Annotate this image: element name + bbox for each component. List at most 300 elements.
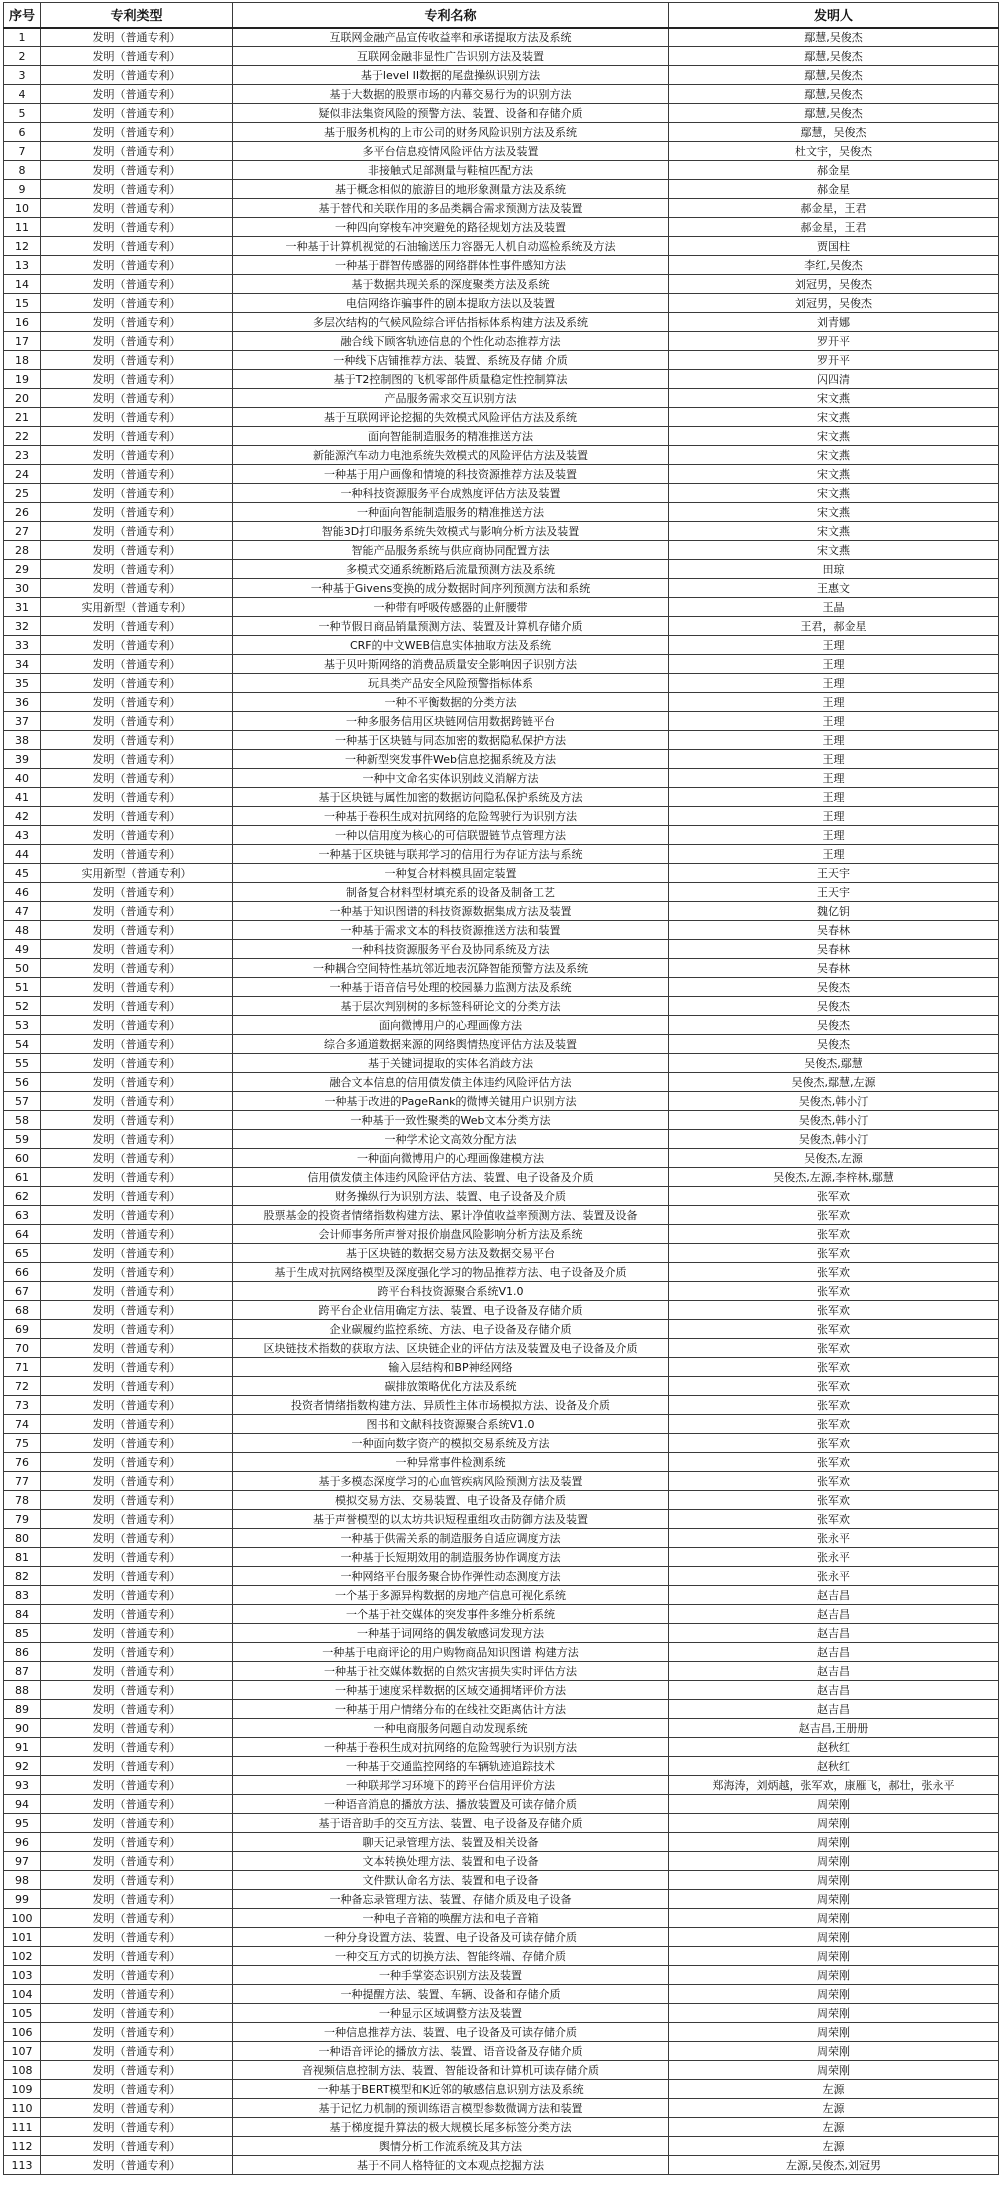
cell-name: 一个基于社交媒体的突发事件多维分析系统 <box>233 1605 669 1624</box>
cell-type: 发明（普通专利） <box>41 1510 233 1529</box>
cell-type: 发明（普通专利） <box>41 161 233 180</box>
cell-name: 一种基于一致性聚类的Web文本分类方法 <box>233 1111 669 1130</box>
cell-no: 94 <box>4 1795 41 1814</box>
cell-no: 14 <box>4 275 41 294</box>
cell-name: 一种网络平台服务聚合协作弹性动态测度方法 <box>233 1567 669 1586</box>
cell-type: 发明（普通专利） <box>41 1130 233 1149</box>
cell-name: 疑似非法集资风险的预警方法、装置、设备和存储介质 <box>233 104 669 123</box>
cell-name: 一种基于区块链与联邦学习的信用行为存证方法与系统 <box>233 845 669 864</box>
table-row <box>4 1016 999 1035</box>
cell-type: 发明（普通专利） <box>41 1168 233 1187</box>
cell-inventor: 吴俊杰,韩小汀 <box>669 1130 999 1149</box>
table-row <box>4 1529 999 1548</box>
cell-type: 发明（普通专利） <box>41 1681 233 1700</box>
cell-no: 23 <box>4 446 41 465</box>
cell-no: 54 <box>4 1035 41 1054</box>
cell-type: 发明（普通专利） <box>41 1814 233 1833</box>
table-row <box>4 2080 999 2099</box>
cell-no: 46 <box>4 883 41 902</box>
cell-no: 76 <box>4 1453 41 1472</box>
table-row <box>4 1586 999 1605</box>
table-row <box>4 712 999 731</box>
table-row <box>4 1852 999 1871</box>
cell-no: 84 <box>4 1605 41 1624</box>
cell-no: 30 <box>4 579 41 598</box>
cell-type: 发明（普通专利） <box>41 2004 233 2023</box>
cell-no: 67 <box>4 1282 41 1301</box>
cell-no: 89 <box>4 1700 41 1719</box>
cell-inventor: 左源 <box>669 2080 999 2099</box>
cell-name: 一种提醒方法、装置、车辆、设备和存储介质 <box>233 1985 669 2004</box>
cell-no: 31 <box>4 598 41 617</box>
table-row <box>4 617 999 636</box>
cell-type: 发明（普通专利） <box>41 1643 233 1662</box>
cell-no: 106 <box>4 2023 41 2042</box>
table-row <box>4 1757 999 1776</box>
cell-no: 49 <box>4 940 41 959</box>
cell-inventor: 左源 <box>669 2137 999 2156</box>
cell-type: 发明（普通专利） <box>41 1586 233 1605</box>
table-row <box>4 1719 999 1738</box>
cell-no: 50 <box>4 959 41 978</box>
cell-no: 112 <box>4 2137 41 2156</box>
cell-name: 一种基于Givens变换的成分数据时间序列预测方法和系统 <box>233 579 669 598</box>
cell-name: 一种不平衡数据的分类方法 <box>233 693 669 712</box>
cell-inventor: 周荣刚 <box>669 1871 999 1890</box>
cell-type: 发明（普通专利） <box>41 1776 233 1795</box>
cell-name: 产品服务需求交互识别方法 <box>233 389 669 408</box>
cell-inventor: 宋文燕 <box>669 503 999 522</box>
cell-name: 一种基于词网络的偶发敏感词发现方法 <box>233 1624 669 1643</box>
cell-name: 一种基于供需关系的制造服务自适应调度方法 <box>233 1529 669 1548</box>
cell-name: CRF的中文WEB信息实体抽取方法及系统 <box>233 636 669 655</box>
cell-no: 1 <box>4 28 41 47</box>
cell-no: 7 <box>4 142 41 161</box>
cell-name: 基于生成对抗网络模型及深度强化学习的物品推荐方法、电子设备及介质 <box>233 1263 669 1282</box>
cell-inventor: 吴俊杰 <box>669 997 999 1016</box>
cell-name: 基于数据共现关系的深度聚类方法及系统 <box>233 275 669 294</box>
cell-type: 发明（普通专利） <box>41 389 233 408</box>
cell-inventor: 鄢慧,吴俊杰 <box>669 66 999 85</box>
cell-no: 43 <box>4 826 41 845</box>
cell-type: 发明（普通专利） <box>41 218 233 237</box>
table-row <box>4 275 999 294</box>
cell-no: 34 <box>4 655 41 674</box>
cell-type: 发明（普通专利） <box>41 1301 233 1320</box>
cell-inventor: 宋文燕 <box>669 541 999 560</box>
cell-inventor: 吴俊杰 <box>669 978 999 997</box>
cell-inventor: 张军欢 <box>669 1339 999 1358</box>
cell-inventor: 宋文燕 <box>669 484 999 503</box>
table-row <box>4 66 999 85</box>
cell-name: 一种基于群智传感器的网络群体性事件感知方法 <box>233 256 669 275</box>
cell-inventor: 贾国柱 <box>669 237 999 256</box>
cell-no: 98 <box>4 1871 41 1890</box>
cell-name: 一种基于改进的PageRank的微博关键用户识别方法 <box>233 1092 669 1111</box>
cell-type: 发明（普通专利） <box>41 1339 233 1358</box>
cell-type: 发明（普通专利） <box>41 237 233 256</box>
cell-no: 19 <box>4 370 41 389</box>
cell-inventor: 鄢慧,吴俊杰 <box>669 28 999 47</box>
cell-no: 59 <box>4 1130 41 1149</box>
cell-name: 智能产品服务系统与供应商协同配置方法 <box>233 541 669 560</box>
cell-no: 81 <box>4 1548 41 1567</box>
cell-type: 发明（普通专利） <box>41 1757 233 1776</box>
cell-type: 发明（普通专利） <box>41 351 233 370</box>
cell-no: 99 <box>4 1890 41 1909</box>
table-row <box>4 2137 999 2156</box>
cell-type: 发明（普通专利） <box>41 883 233 902</box>
cell-no: 78 <box>4 1491 41 1510</box>
table-row <box>4 1206 999 1225</box>
cell-no: 77 <box>4 1472 41 1491</box>
cell-type: 发明（普通专利） <box>41 2099 233 2118</box>
cell-inventor: 宋文燕 <box>669 446 999 465</box>
cell-name: 基于贝叶斯网络的消费品质量安全影响因子识别方法 <box>233 655 669 674</box>
cell-name: 企业碳履约监控系统、方法、电子设备及存储介质 <box>233 1320 669 1339</box>
cell-no: 104 <box>4 1985 41 2004</box>
table-row <box>4 579 999 598</box>
cell-name: 一种基于速度采样数据的区域交通拥堵评价方法 <box>233 1681 669 1700</box>
cell-no: 88 <box>4 1681 41 1700</box>
table-row <box>4 1624 999 1643</box>
cell-no: 11 <box>4 218 41 237</box>
cell-name: 一种面向微博用户的心理画像建模方法 <box>233 1149 669 1168</box>
cell-name: 基于梯度提升算法的极大规模长尾多标签分类方法 <box>233 2118 669 2137</box>
cell-name: 股票基金的投资者情绪指数构建方法、累计净值收益率预测方法、装置及设备 <box>233 1206 669 1225</box>
table-row <box>4 1453 999 1472</box>
cell-type: 发明（普通专利） <box>41 1700 233 1719</box>
cell-inventor: 吴春林 <box>669 959 999 978</box>
cell-no: 3 <box>4 66 41 85</box>
cell-no: 111 <box>4 2118 41 2137</box>
table-row <box>4 1662 999 1681</box>
cell-name: 信用债发债主体违约风险评估方法、装置、电子设备及介质 <box>233 1168 669 1187</box>
cell-type: 发明（普通专利） <box>41 1358 233 1377</box>
table-row <box>4 1605 999 1624</box>
cell-type: 发明（普通专利） <box>41 1396 233 1415</box>
cell-name: 一种线下店铺推荐方法、装置、系统及存储 介质 <box>233 351 669 370</box>
cell-inventor: 王理 <box>669 712 999 731</box>
cell-inventor: 宋文燕 <box>669 465 999 484</box>
cell-name: 文本转换处理方法、装置和电子设备 <box>233 1852 669 1871</box>
cell-type: 发明（普通专利） <box>41 1909 233 1928</box>
table-row <box>4 294 999 313</box>
table-row <box>4 1396 999 1415</box>
cell-type: 发明（普通专利） <box>41 636 233 655</box>
cell-no: 12 <box>4 237 41 256</box>
table-row <box>4 503 999 522</box>
cell-inventor: 王理 <box>669 788 999 807</box>
cell-no: 44 <box>4 845 41 864</box>
cell-inventor: 周荣刚 <box>669 2042 999 2061</box>
cell-name: 投资者情绪指数构建方法、异质性主体市场模拟方法、设备及介质 <box>233 1396 669 1415</box>
cell-inventor: 张军欢 <box>669 1510 999 1529</box>
table-row <box>4 1928 999 1947</box>
cell-type: 发明（普通专利） <box>41 1206 233 1225</box>
cell-type: 发明（普通专利） <box>41 1035 233 1054</box>
cell-inventor: 张永平 <box>669 1529 999 1548</box>
cell-name: 互联网金融非显性广告识别方法及装置 <box>233 47 669 66</box>
cell-name: 区块链技术指数的获取方法、区块链企业的评估方法及装置及电子设备及介质 <box>233 1339 669 1358</box>
cell-name: 音视频信息控制方法、装置、智能设备和计算机可读存储介质 <box>233 2061 669 2080</box>
cell-inventor: 周荣刚 <box>669 1928 999 1947</box>
cell-type: 发明（普通专利） <box>41 275 233 294</box>
table-row <box>4 1320 999 1339</box>
cell-type: 发明（普通专利） <box>41 1377 233 1396</box>
cell-no: 69 <box>4 1320 41 1339</box>
cell-name: 聊天记录管理方法、装置及相关设备 <box>233 1833 669 1852</box>
table-row <box>4 978 999 997</box>
table-row <box>4 408 999 427</box>
cell-inventor: 刘青娜 <box>669 313 999 332</box>
table-row <box>4 598 999 617</box>
table-row <box>4 788 999 807</box>
cell-inventor: 周荣刚 <box>669 1966 999 1985</box>
cell-name: 跨平台企业信用确定方法、装置、电子设备及存储介质 <box>233 1301 669 1320</box>
cell-name: 一种异常事件检测系统 <box>233 1453 669 1472</box>
cell-inventor: 周荣刚 <box>669 1985 999 2004</box>
cell-type: 实用新型（普通专利） <box>41 598 233 617</box>
table-row <box>4 2023 999 2042</box>
table-row <box>4 1434 999 1453</box>
cell-name: 综合多通道数据来源的网络舆情热度评估方法及装置 <box>233 1035 669 1054</box>
cell-no: 8 <box>4 161 41 180</box>
cell-type: 发明（普通专利） <box>41 902 233 921</box>
table-row <box>4 541 999 560</box>
table-row <box>4 1871 999 1890</box>
cell-inventor: 张军欢 <box>669 1472 999 1491</box>
cell-inventor: 王理 <box>669 674 999 693</box>
cell-type: 发明（普通专利） <box>41 1016 233 1035</box>
cell-name: 基于服务机构的上市公司的财务风险识别方法及系统 <box>233 123 669 142</box>
cell-type: 发明（普通专利） <box>41 1985 233 2004</box>
table-row <box>4 1738 999 1757</box>
cell-inventor: 赵秋红 <box>669 1738 999 1757</box>
cell-name: 基于区块链与属性加密的数据访问隐私保护系统及方法 <box>233 788 669 807</box>
cell-no: 53 <box>4 1016 41 1035</box>
cell-type: 发明（普通专利） <box>41 313 233 332</box>
cell-type: 发明（普通专利） <box>41 2023 233 2042</box>
table-row <box>4 2061 999 2080</box>
cell-inventor: 闪四清 <box>669 370 999 389</box>
cell-name: 一种学术论文高效分配方法 <box>233 1130 669 1149</box>
cell-name: 多层次结构的气候风险综合评估指标体系构建方法及系统 <box>233 313 669 332</box>
cell-name: 基于关键词提取的实体名消歧方法 <box>233 1054 669 1073</box>
cell-name: 一种耦合空间特性基坑邻近地表沉降智能预警方法及系统 <box>233 959 669 978</box>
cell-no: 28 <box>4 541 41 560</box>
cell-name: 智能3D打印服务系统失效模式与影响分析方法及装置 <box>233 522 669 541</box>
table-row <box>4 1567 999 1586</box>
cell-inventor: 张军欢 <box>669 1434 999 1453</box>
cell-inventor: 魏亿钥 <box>669 902 999 921</box>
cell-type: 发明（普通专利） <box>41 1491 233 1510</box>
cell-name: 一种电商服务问题自动发现系统 <box>233 1719 669 1738</box>
table-row <box>4 2156 999 2175</box>
table-row <box>4 161 999 180</box>
table-row <box>4 769 999 788</box>
cell-inventor: 郝金星，王君 <box>669 218 999 237</box>
cell-name: 一种基于电商评论的用户购物商品知识图谱 构建方法 <box>233 1643 669 1662</box>
cell-no: 9 <box>4 180 41 199</box>
cell-no: 22 <box>4 427 41 446</box>
cell-inventor: 张军欢 <box>669 1244 999 1263</box>
table-row <box>4 237 999 256</box>
table-row <box>4 2004 999 2023</box>
cell-name: 一种基于卷积生成对抗网络的危险驾驶行为识别方法 <box>233 1738 669 1757</box>
cell-inventor: 郑海涛，刘炳越，张军欢，康雁飞，郝壮，张永平 <box>669 1776 999 1795</box>
cell-name: 一种以信用度为核心的可信联盟链节点管理方法 <box>233 826 669 845</box>
table-row <box>4 940 999 959</box>
cell-type: 发明（普通专利） <box>41 1548 233 1567</box>
cell-type: 发明（普通专利） <box>41 978 233 997</box>
cell-inventor: 王晶 <box>669 598 999 617</box>
table-row <box>4 807 999 826</box>
cell-inventor: 王理 <box>669 655 999 674</box>
cell-type: 发明（普通专利） <box>41 1225 233 1244</box>
table-row <box>4 180 999 199</box>
cell-inventor: 张军欢 <box>669 1415 999 1434</box>
table-row <box>4 826 999 845</box>
table-body <box>4 28 999 2175</box>
cell-name: 一种科技资源服务平台及协同系统及方法 <box>233 940 669 959</box>
cell-inventor: 周荣刚 <box>669 2004 999 2023</box>
cell-type: 发明（普通专利） <box>41 959 233 978</box>
table-row <box>4 2099 999 2118</box>
cell-type: 发明（普通专利） <box>41 104 233 123</box>
cell-no: 2 <box>4 47 41 66</box>
cell-name: 一种带有呼吸传感器的止鼾腰带 <box>233 598 669 617</box>
table-row <box>4 1073 999 1092</box>
cell-inventor: 吴俊杰,鄢慧 <box>669 1054 999 1073</box>
header-row <box>4 3 999 28</box>
cell-type: 发明（普通专利） <box>41 1529 233 1548</box>
cell-name: 一种基于社交媒体数据的自然灾害损失实时评估方法 <box>233 1662 669 1681</box>
cell-name: 一种联邦学习环境下的跨平台信用评价方法 <box>233 1776 669 1795</box>
cell-name: 制备复合材料型材填充系的设备及制备工艺 <box>233 883 669 902</box>
cell-inventor: 王理 <box>669 769 999 788</box>
cell-type: 发明（普通专利） <box>41 1263 233 1282</box>
cell-no: 45 <box>4 864 41 883</box>
cell-name: 碳排放策略优化方法及系统 <box>233 1377 669 1396</box>
cell-name: 玩具类产品安全风险预警指标体系 <box>233 674 669 693</box>
cell-name: 一种基于用户情绪分布的在线社交距离估计方法 <box>233 1700 669 1719</box>
cell-no: 108 <box>4 2061 41 2080</box>
cell-inventor: 吴春林 <box>669 940 999 959</box>
cell-no: 72 <box>4 1377 41 1396</box>
table-row <box>4 1035 999 1054</box>
cell-type: 发明（普通专利） <box>41 1947 233 1966</box>
cell-type: 发明（普通专利） <box>41 1320 233 1339</box>
cell-name: 基于大数据的股票市场的内幕交易行为的识别方法 <box>233 85 669 104</box>
table-row <box>4 47 999 66</box>
cell-inventor: 周荣刚 <box>669 1795 999 1814</box>
table-row <box>4 1187 999 1206</box>
table-row <box>4 750 999 769</box>
cell-type: 发明（普通专利） <box>41 408 233 427</box>
cell-inventor: 左源,吴俊杰,刘冠男 <box>669 2156 999 2175</box>
table-row <box>4 522 999 541</box>
cell-type: 发明（普通专利） <box>41 560 233 579</box>
table-row <box>4 1833 999 1852</box>
cell-name: 基于语音助手的交互方法、装置、电子设备及存储介质 <box>233 1814 669 1833</box>
cell-no: 55 <box>4 1054 41 1073</box>
cell-no: 93 <box>4 1776 41 1795</box>
cell-inventor: 赵吉昌 <box>669 1586 999 1605</box>
cell-name: 基于概念相似的旅游目的地形象测量方法及系统 <box>233 180 669 199</box>
cell-type: 发明（普通专利） <box>41 503 233 522</box>
cell-no: 68 <box>4 1301 41 1320</box>
cell-inventor: 吴俊杰,鄢慧,左源 <box>669 1073 999 1092</box>
cell-inventor: 郝金星 <box>669 161 999 180</box>
cell-no: 107 <box>4 2042 41 2061</box>
table-row <box>4 1643 999 1662</box>
cell-inventor: 周荣刚 <box>669 2023 999 2042</box>
cell-name: 一种新型突发事件Web信息挖掘系统及方法 <box>233 750 669 769</box>
cell-name: 一种语音评论的播放方法、装置、语音设备及存储介质 <box>233 2042 669 2061</box>
table-row <box>4 218 999 237</box>
table-row <box>4 921 999 940</box>
cell-type: 发明（普通专利） <box>41 1149 233 1168</box>
cell-inventor: 鄢慧，吴俊杰 <box>669 123 999 142</box>
cell-no: 83 <box>4 1586 41 1605</box>
table-header <box>4 3 999 28</box>
cell-name: 基于T2控制图的飞机零部件质量稳定性控制算法 <box>233 370 669 389</box>
cell-inventor: 王理 <box>669 636 999 655</box>
cell-name: 会计师事务所声誉对报价崩盘风险影响分析方法及系统 <box>233 1225 669 1244</box>
table-row <box>4 636 999 655</box>
cell-inventor: 宋文燕 <box>669 389 999 408</box>
cell-type: 发明（普通专利） <box>41 731 233 750</box>
cell-inventor: 鄢慧,吴俊杰 <box>669 47 999 66</box>
cell-no: 56 <box>4 1073 41 1092</box>
cell-no: 38 <box>4 731 41 750</box>
cell-name: 一种备忘录管理方法、装置、存储介质及电子设备 <box>233 1890 669 1909</box>
cell-inventor: 张军欢 <box>669 1377 999 1396</box>
cell-name: 一种分身设置方法、装置、电子设备及可读存储介质 <box>233 1928 669 1947</box>
cell-inventor: 吴春林 <box>669 921 999 940</box>
table-row <box>4 1168 999 1187</box>
cell-no: 29 <box>4 560 41 579</box>
cell-type: 发明（普通专利） <box>41 807 233 826</box>
cell-name: 一种复合材料模具固定装置 <box>233 864 669 883</box>
cell-name: 基于替代和关联作用的多品类耦合需求预测方法及装置 <box>233 199 669 218</box>
cell-name: 一种电子音箱的唤醒方法和电子音箱 <box>233 1909 669 1928</box>
cell-type: 发明（普通专利） <box>41 617 233 636</box>
cell-type: 发明（普通专利） <box>41 1567 233 1586</box>
cell-name: 互联网金融产品宣传收益率和承诺提取方法及系统 <box>233 28 669 47</box>
cell-name: 电信网络诈骗事件的剧本提取方法以及装置 <box>233 294 669 313</box>
cell-type: 发明（普通专利） <box>41 2137 233 2156</box>
cell-type: 发明（普通专利） <box>41 1738 233 1757</box>
table-row <box>4 1966 999 1985</box>
cell-no: 63 <box>4 1206 41 1225</box>
cell-type: 发明（普通专利） <box>41 28 233 47</box>
cell-name: 基于层次判别树的多标签科研论文的分类方法 <box>233 997 669 1016</box>
cell-inventor: 罗开平 <box>669 351 999 370</box>
cell-inventor: 周荣刚 <box>669 1814 999 1833</box>
cell-type: 发明（普通专利） <box>41 1852 233 1871</box>
cell-type: 发明（普通专利） <box>41 1719 233 1738</box>
cell-name: 输入层结构和BP神经网络 <box>233 1358 669 1377</box>
cell-no: 95 <box>4 1814 41 1833</box>
table-row <box>4 1339 999 1358</box>
cell-type: 发明（普通专利） <box>41 712 233 731</box>
table-row <box>4 427 999 446</box>
cell-type: 发明（普通专利） <box>41 1434 233 1453</box>
cell-inventor: 王君，郝金星 <box>669 617 999 636</box>
cell-type: 发明（普通专利） <box>41 788 233 807</box>
